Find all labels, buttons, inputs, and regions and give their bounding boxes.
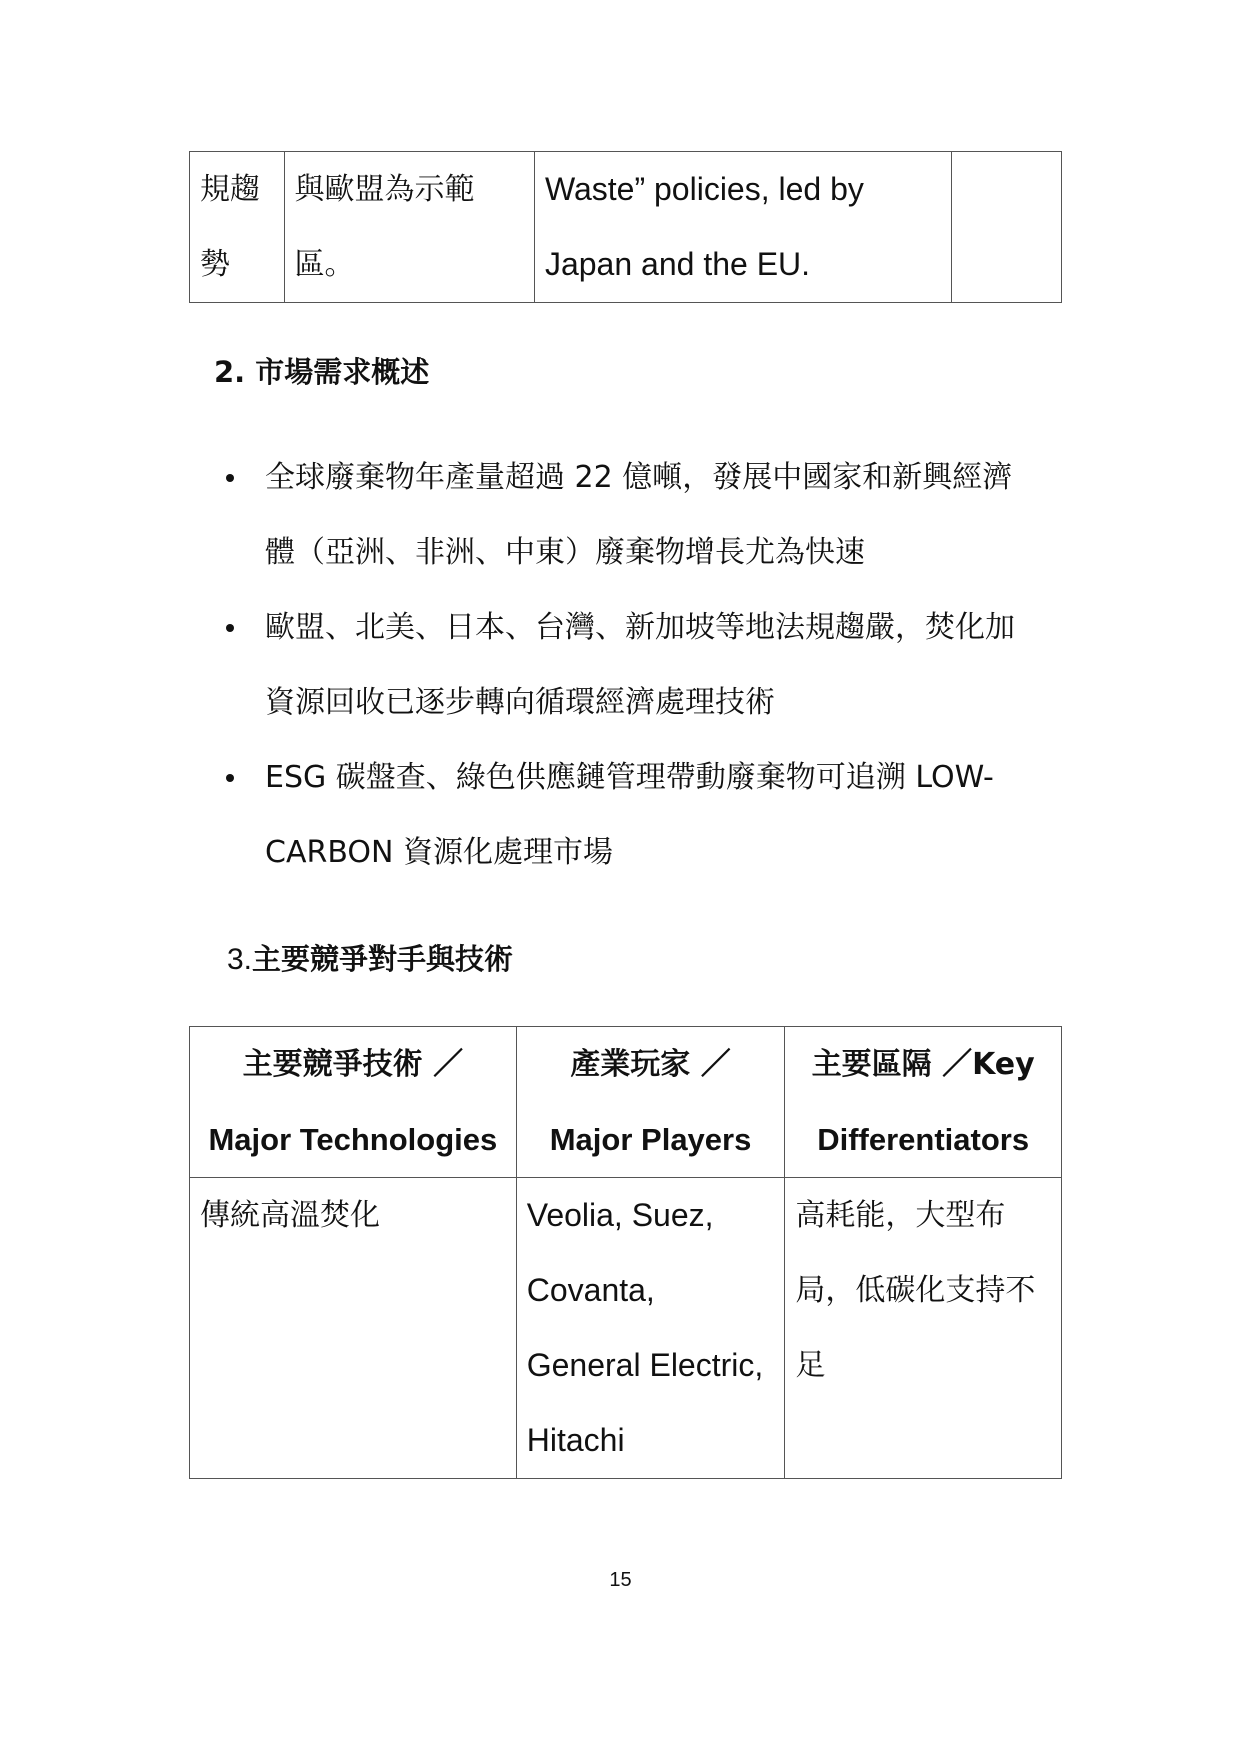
bullet-icon bbox=[226, 624, 234, 632]
section-heading-competitors bbox=[227, 939, 513, 980]
section-title: 主要競爭對手與技術 bbox=[252, 942, 514, 976]
players-cell: Veolia, Suez, Covanta, General Electric, Hitachi bbox=[516, 1178, 785, 1479]
bullet-icon bbox=[226, 474, 234, 482]
table-cell: 與歐盟為示範 區。 bbox=[284, 152, 534, 303]
table-header-row bbox=[190, 1027, 1062, 1178]
column-header-technologies: 主要競爭技術 ／ Major Technologies bbox=[190, 1027, 517, 1178]
list-item: ESG 碳盤查、綠色供應鏈管理帶動廢棄物可追溯 LOW- CARBON 資源化處理市場 bbox=[222, 740, 1062, 890]
table-cell: Waste” policies, led by Japan and the EU. bbox=[534, 152, 951, 303]
column-header-players: 產業玩家 ／ Major Players bbox=[516, 1027, 785, 1178]
differentiators-cell: 高耗能，大型布 局，低碳化支持不 足 bbox=[785, 1178, 1062, 1479]
bullet-icon bbox=[226, 774, 234, 782]
table-row bbox=[190, 1178, 1062, 1479]
competitor-table bbox=[189, 1026, 1062, 1479]
technology-cell: 傳統高溫焚化 bbox=[190, 1178, 517, 1479]
table-row bbox=[190, 152, 1062, 303]
section-number: 3. bbox=[227, 943, 253, 976]
market-demand-list bbox=[222, 440, 1062, 890]
continued-table bbox=[189, 151, 1062, 303]
list-item: 歐盟、北美、日本、台灣、新加坡等地法規趨嚴，焚化加 資源回收已逐步轉向循環經濟處理技術 bbox=[222, 590, 1062, 740]
table-cell: 規趨 勢 bbox=[190, 152, 285, 303]
section-heading-market-demand: 2. 市場需求概述 bbox=[214, 355, 430, 389]
column-header-differentiators: 主要區隔 ／Key Differentiators bbox=[785, 1027, 1062, 1178]
table-cell-empty bbox=[952, 152, 1062, 303]
page-number: 15 bbox=[609, 1569, 632, 1591]
list-item: 全球廢棄物年產量超過 22 億噸，發展中國家和新興經濟 體（亞洲、非洲、中東）廢棄物增長尤為快速 bbox=[222, 440, 1062, 590]
